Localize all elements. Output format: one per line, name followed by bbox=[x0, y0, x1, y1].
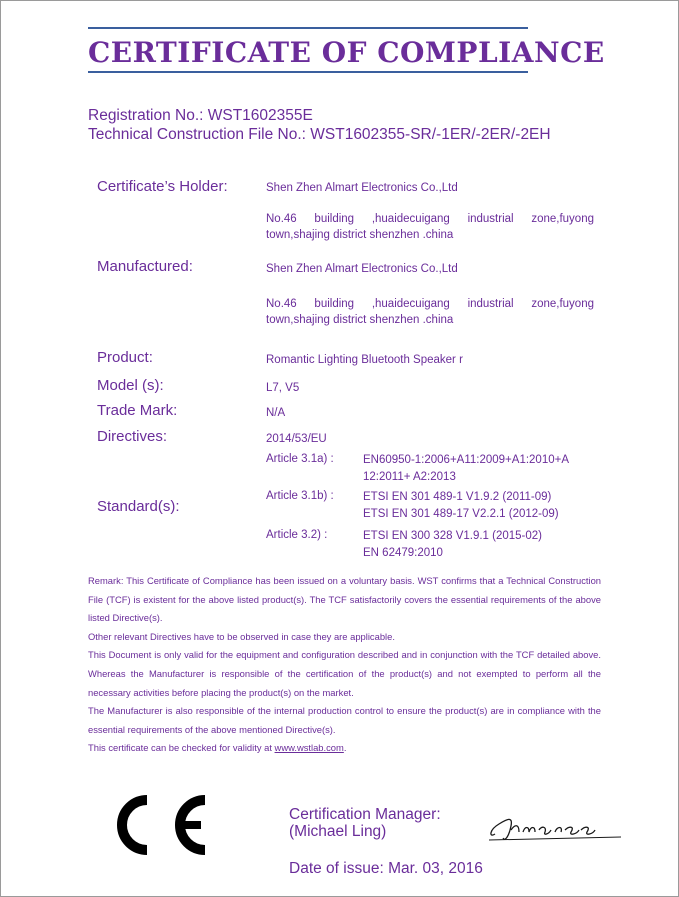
directives-label: Directives: bbox=[97, 428, 168, 445]
remarks-section bbox=[88, 572, 601, 758]
remark-paragraph: This Document is only valid for the equipment and configuration described and in conjunction with the TCF detailed above. Whereas the Manufacturer is responsible of the certification of the product(s) and not exempted to perform all the necessary activities before placing the product(s) on the market. bbox=[88, 649, 601, 698]
wstlab-link[interactable]: www.wstlab.com bbox=[274, 742, 344, 754]
holder-label: Certificate’s Holder: bbox=[97, 178, 228, 195]
manufacturer-name: Shen Zhen Almart Electronics Co.,Ltd bbox=[266, 263, 458, 275]
validity-suffix: . bbox=[343, 742, 347, 754]
remark-paragraph: The Manufacturer is also responsible of the internal production control to ensure the product(s) are in compliance with the essential requirements of the above mentioned Directive(s). bbox=[88, 705, 601, 735]
registration-number: Registration No.: WST1602355E bbox=[88, 107, 313, 124]
date-of-issue: Date of issue: Mar. 03, 2016 bbox=[289, 860, 483, 877]
standard-line: ETSI EN 300 328 V1.9.1 (2015-02) bbox=[363, 530, 542, 542]
manager-block bbox=[289, 806, 441, 840]
standard-list bbox=[363, 489, 559, 523]
title-top-rule bbox=[88, 27, 528, 29]
manager-title: Certification Manager: bbox=[289, 806, 441, 823]
standard-line: ETSI EN 301 489-1 V1.9.2 (2011-09) bbox=[363, 491, 552, 503]
manufacturer-label: Manufactured: bbox=[97, 258, 193, 275]
standard-line: 12:2011+ A2:2013 bbox=[363, 471, 456, 483]
certificate-title: CERTIFICATE OF COMPLIANCE bbox=[88, 36, 605, 69]
standard-list bbox=[363, 528, 542, 562]
validity-text: This certificate can be checked for validity at bbox=[88, 742, 275, 754]
holder-name: Shen Zhen Almart Electronics Co.,Ltd bbox=[266, 182, 458, 194]
title-bottom-rule bbox=[88, 71, 528, 73]
product-label: Product: bbox=[97, 349, 153, 366]
standard-line: EN60950-1:2006+A11:2009+A1:2010+A bbox=[363, 454, 570, 466]
manufacturer-address: No.46 building ,huaidecuigang industrial zone,fuyong town,shajing district shenzhen .china bbox=[266, 298, 594, 326]
standard-line: EN 62479:2010 bbox=[363, 547, 443, 559]
standard-article: Article 3.1a) : bbox=[266, 453, 334, 465]
trademark-value: N/A bbox=[266, 407, 286, 419]
standard-list bbox=[363, 452, 569, 486]
model-value: L7, V5 bbox=[266, 382, 300, 394]
signature bbox=[485, 808, 625, 853]
remark-paragraph: Other relevant Directives have to be observed in case they are applicable. bbox=[88, 630, 395, 642]
holder-address: No.46 building ,huaidecuigang industrial zone,fuyong town,shajing district shenzhen .china bbox=[266, 213, 594, 241]
manager-name: (Michael Ling) bbox=[289, 823, 387, 840]
technical-construction-file: Technical Construction File No.: WST1602355-SR/-1ER/-2ER/-2EH bbox=[88, 126, 551, 143]
trademark-label: Trade Mark: bbox=[97, 402, 178, 419]
directives-value: 2014/53/EU bbox=[266, 433, 327, 445]
ce-mark-icon bbox=[95, 792, 215, 863]
standards-label: Standard(s): bbox=[97, 498, 180, 515]
model-label: Model (s): bbox=[97, 377, 164, 394]
remark-paragraph: Remark: This Certificate of Compliance has been issued on a voluntary basis. WST confirms that a Technical Construction File (TCF) is existent for the above listed product(s). The TCF satisfactorily covers the essential requirements of the above listed Directive(s). bbox=[88, 575, 601, 624]
standard-line: ETSI EN 301 489-17 V2.2.1 (2012-09) bbox=[363, 508, 559, 520]
product-value: Romantic Lighting Bluetooth Speaker r bbox=[266, 354, 463, 366]
remark-paragraph bbox=[88, 739, 601, 758]
standard-article: Article 3.2) : bbox=[266, 529, 328, 541]
standard-article: Article 3.1b) : bbox=[266, 490, 334, 502]
